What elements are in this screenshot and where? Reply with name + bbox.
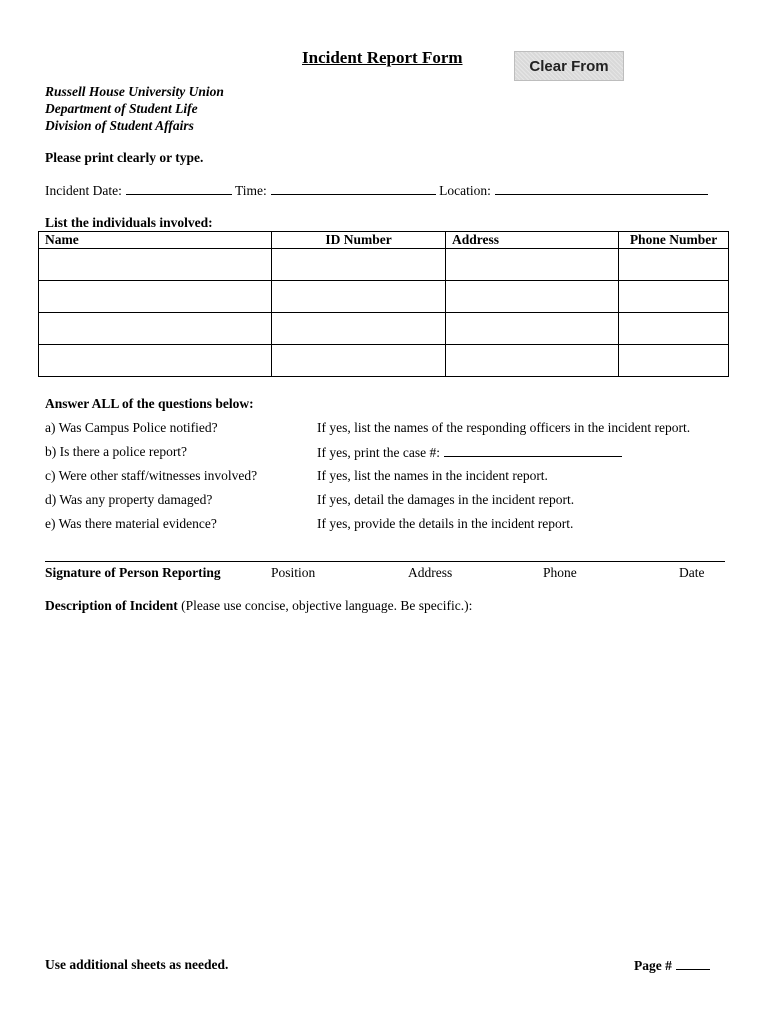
org-line-department: Department of Student Life [45,101,198,116]
page-number-label: Page # [634,958,672,973]
id-number-cell[interactable] [272,281,446,313]
time-field[interactable] [271,182,436,195]
table-header-row [39,232,729,249]
note-witnesses: If yes, list the names in the incident report. [317,468,548,483]
id-number-cell[interactable] [272,249,446,281]
note-property-damaged: If yes, detail the damages in the incident report. [317,492,575,507]
note-police-report: If yes, print the case #: [317,445,440,460]
questions-heading: Answer ALL of the questions below: [45,396,254,411]
question-police-report: b) Is there a police report? [45,444,188,459]
table-row [39,345,729,377]
name-cell[interactable] [39,281,272,313]
column-header-address: Address [446,232,619,249]
table-row [39,313,729,345]
question-police-notified: a) Was Campus Police notified? [45,420,218,435]
phone-label: Phone [543,565,577,580]
question-property-damaged: d) Was any property damaged? [45,492,213,507]
page-number-field[interactable] [676,957,710,970]
note-police-report-row [317,444,622,461]
id-number-cell[interactable] [272,313,446,345]
signature-label: Signature of Person Reporting [45,565,221,580]
description-hint: (Please use concise, objective language. Be specific.): [181,598,473,613]
address-label: Address [408,565,453,580]
individuals-table [38,231,729,377]
table-row [39,281,729,313]
time-label: Time: [234,183,267,198]
description-heading [45,598,472,614]
location-label: Location: [439,183,491,198]
incident-date-row [45,182,708,199]
address-cell[interactable] [446,345,619,377]
question-witnesses: c) Were other staff/witnesses involved? [45,468,258,483]
incident-date-label: Incident Date: [45,183,122,198]
description-field[interactable] [45,622,725,942]
phone-number-cell[interactable] [619,345,729,377]
address-cell[interactable] [446,281,619,313]
form-title: Incident Report Form [302,48,463,67]
additional-sheets-note: Use additional sheets as needed. [45,957,229,972]
phone-number-cell[interactable] [619,281,729,313]
org-line-union: Russell House University Union [45,84,224,99]
question-material-evidence: e) Was there material evidence? [45,516,217,531]
individuals-heading: List the individuals involved: [45,215,213,230]
signature-line[interactable] [45,561,725,562]
print-instructions: Please print clearly or type. [45,150,204,165]
location-field[interactable] [495,182,708,195]
individuals-table-wrap [38,231,728,377]
table-row [39,249,729,281]
address-cell[interactable] [446,313,619,345]
date-label: Date [679,565,705,580]
note-material-evidence: If yes, provide the details in the incident report. [317,516,574,531]
case-number-field[interactable] [444,444,622,457]
note-police-notified: If yes, list the names of the responding officers in the incident report. [317,420,691,435]
id-number-cell[interactable] [272,345,446,377]
page-number-row [634,957,710,974]
phone-number-cell[interactable] [619,313,729,345]
incident-date-field[interactable] [126,182,232,195]
column-header-phone-number: Phone Number [619,232,729,249]
address-cell[interactable] [446,249,619,281]
description-label: Description of Incident [45,598,178,613]
name-cell[interactable] [39,249,272,281]
clear-form-button[interactable]: Clear From [514,51,624,81]
name-cell[interactable] [39,345,272,377]
column-header-name: Name [39,232,272,249]
org-line-division: Division of Student Affairs [45,118,194,133]
phone-number-cell[interactable] [619,249,729,281]
position-label: Position [271,565,316,580]
column-header-id-number: ID Number [272,232,446,249]
name-cell[interactable] [39,313,272,345]
